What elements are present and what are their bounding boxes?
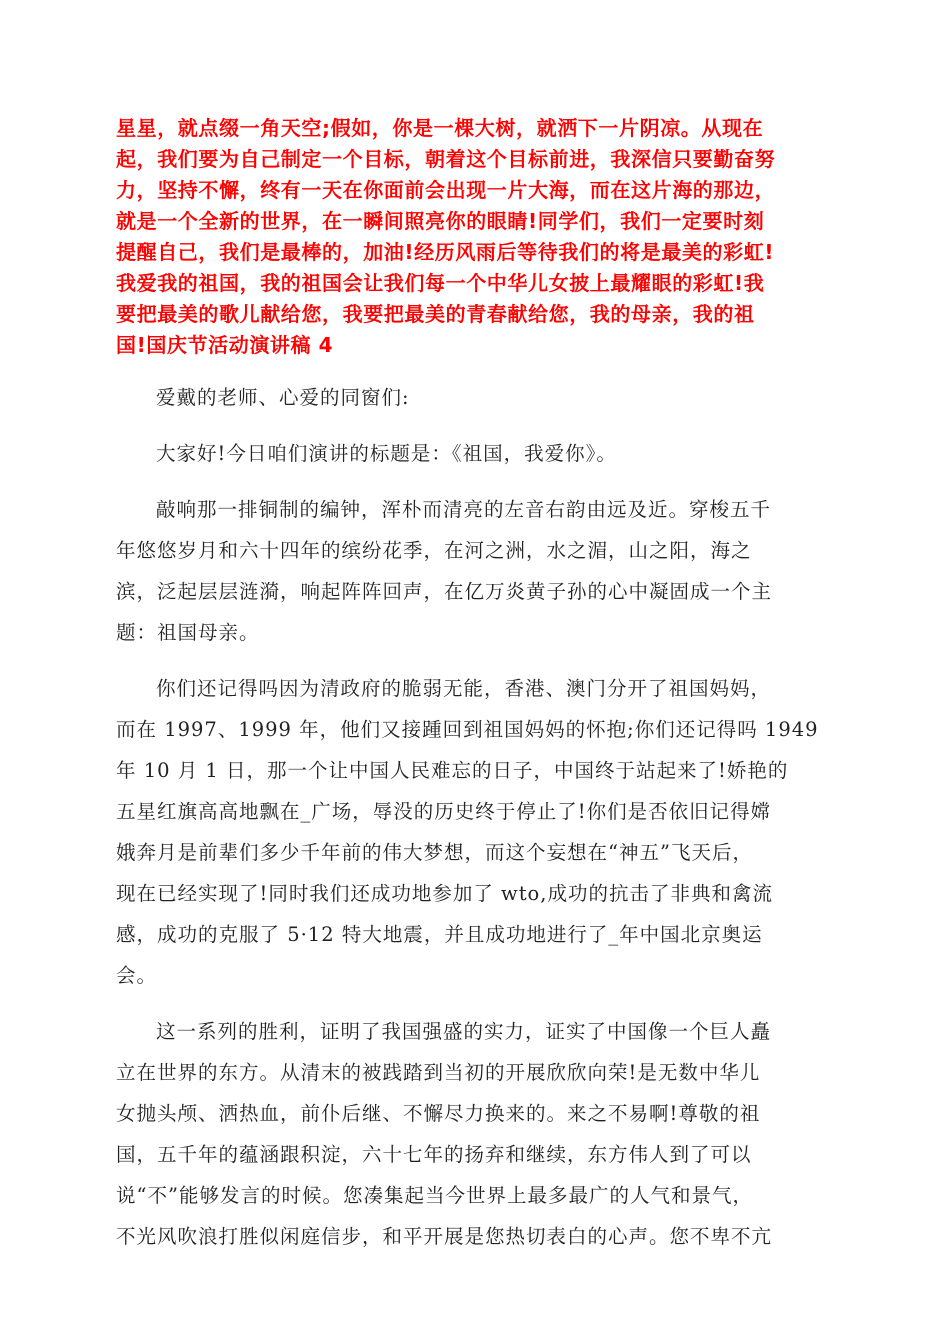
body-paragraph-1: 敲响那一排铜制的编钟，浑朴而清亮的左音右韵由远及近。穿梭五千 年悠悠岁月和六十四年的缤纷花季，在河之洲，水之湄，山之阳，海之 滨，泛起层层涟漪，响起阵阵回声，在亿万炎黄子孙的心中凝固成一个主 题：祖国母亲。 [116, 498, 773, 644]
salutation-paragraph: 爱戴的老师、心爱的同窗们: [156, 386, 410, 409]
body-paragraph-2: 你们还记得吗因为清政府的脆弱无能，香港、澳门分开了祖国妈妈， 而在 1997、1999 年，他们又接踵回到祖国妈妈的怀抱;你们还记得吗 1949 年 10 月 1 日，那一个让中国人民难忘的日子，中国终于站起来了!娇艳的 五星红旗高高地飘在_广场，辱没的历史终于停止了!你们是否依旧记得嫦 娥奔月是前辈们多少千年前的伟大梦想，而这个妄想在“神五”飞天后， 现在已经实现了!同时我们还成功地参加了 wto,成功的抗击了非典和禽流 感，成功的克服了 5·12 特大地震，并且成功地进行了_年中国北京奥运 会。 [116, 677, 819, 987]
body-paragraph-3: 这一系列的胜利，证明了我国强盛的实力，证实了中国像一个巨人矗 立在世界的东方。从清末的被践踏到当初的开展欣欣向荣!是无数中华儿 女抛头颅、洒热血，前仆后继、不懈尽力换来的。来之不易啊!尊敬的祖 国，五千年的蕴涵跟积淀，六十七年的扬弃和继续，东方伟人到了可以 说“不”能够发言的时候。您凑集起当今世界上最多最广的人气和景气， 不光风吹浪打胜似闲庭信步，和平开展是您热切表白的心声。您不卑不亢 [116, 1020, 773, 1248]
document-body [116, 113, 838, 1272]
greeting-paragraph: 大家好!今日咱们演讲的标题是：《祖国，我爱你》。 [156, 442, 617, 465]
highlighted-speech-text: 星星，就点缀一角天空;假如，你是一棵大树，就洒下一片阴凉。从现在 起，我们要为自己制定一个目标，朝着这个目标前进，我深信只要勤奋努 力，坚持不懈，终有一天在你面前会出现一片大海，而在这片海的那边， 就是一个全新的世界，在一瞬间照亮你的眼睛!同学们，我们一定要时刻 提醒自己，我们是最棒的，加油!经历风雨后等待我们的将是最美的彩虹! 我爱我的祖国，我的祖国会让我们每一个中华儿女披上最耀眼的彩虹!我 要把最美的歌儿献给您，我要把最美的青春献给您，我的母亲，我的祖 国!国庆节活动演讲稿 4 [116, 116, 776, 357]
